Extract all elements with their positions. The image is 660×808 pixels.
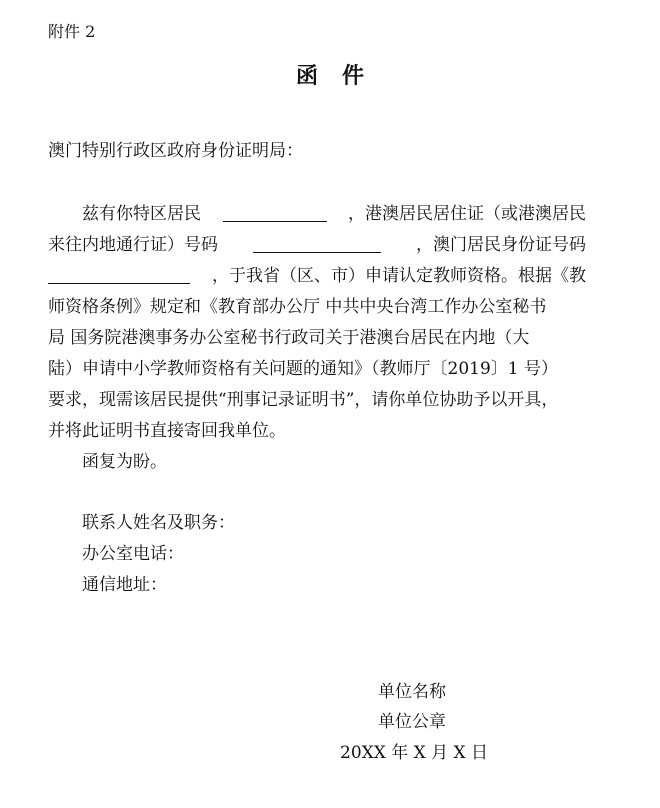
body-line-2	[48, 235, 586, 255]
contact-name-position: 联系人姓名及职务：	[82, 513, 235, 533]
addressee: 澳门特别行政区政府身份证明局：	[48, 141, 303, 161]
body-line-3	[48, 266, 586, 286]
body-line-5: 局 国务院港澳事务办公室秘书行政司关于港澳台居民在内地（大	[48, 328, 530, 348]
annex-label: 附件 2	[48, 22, 96, 41]
unit-seal: 单位公章	[378, 712, 446, 732]
body-line-1-start: 兹有你特区居民	[82, 204, 201, 224]
body-line-2-end: ，澳门居民身份证号码	[416, 235, 586, 255]
resident-name-blank[interactable]	[223, 204, 327, 222]
residence-permit-number-blank[interactable]	[253, 235, 381, 253]
body-line-8: 并将此证明书直接寄回我单位。	[48, 421, 286, 441]
body-line-4: 师资格条例》规定和《教育部办公厅 中共中央台湾工作办公室秘书	[48, 297, 547, 317]
letter-title: 函件	[295, 63, 388, 89]
letter-date: 20XX 年 X 月 X 日	[340, 743, 489, 763]
contact-office-phone: 办公室电话：	[82, 544, 184, 564]
unit-name: 单位名称	[378, 682, 446, 702]
contact-mailing-address: 通信地址：	[82, 575, 167, 595]
body-line-3-text: ，于我省（区、市）申请认定教师资格。根据《教	[212, 266, 586, 286]
closing-line: 函复为盼。	[82, 452, 167, 472]
body-line-1	[82, 204, 586, 224]
macau-id-number-blank[interactable]	[48, 266, 190, 284]
body-line-2-start: 来往内地通行证）号码	[48, 235, 218, 255]
body-line-1-end: ，港澳居民居住证（或港澳居民	[348, 204, 586, 224]
body-line-7: 要求，现需该居民提供“刑事记录证明书”，请你单位协助予以开具，	[48, 390, 559, 410]
body-line-6: 陆）申请中小学教师资格有关问题的通知》（教师厅〔2019〕1 号）	[48, 359, 558, 379]
